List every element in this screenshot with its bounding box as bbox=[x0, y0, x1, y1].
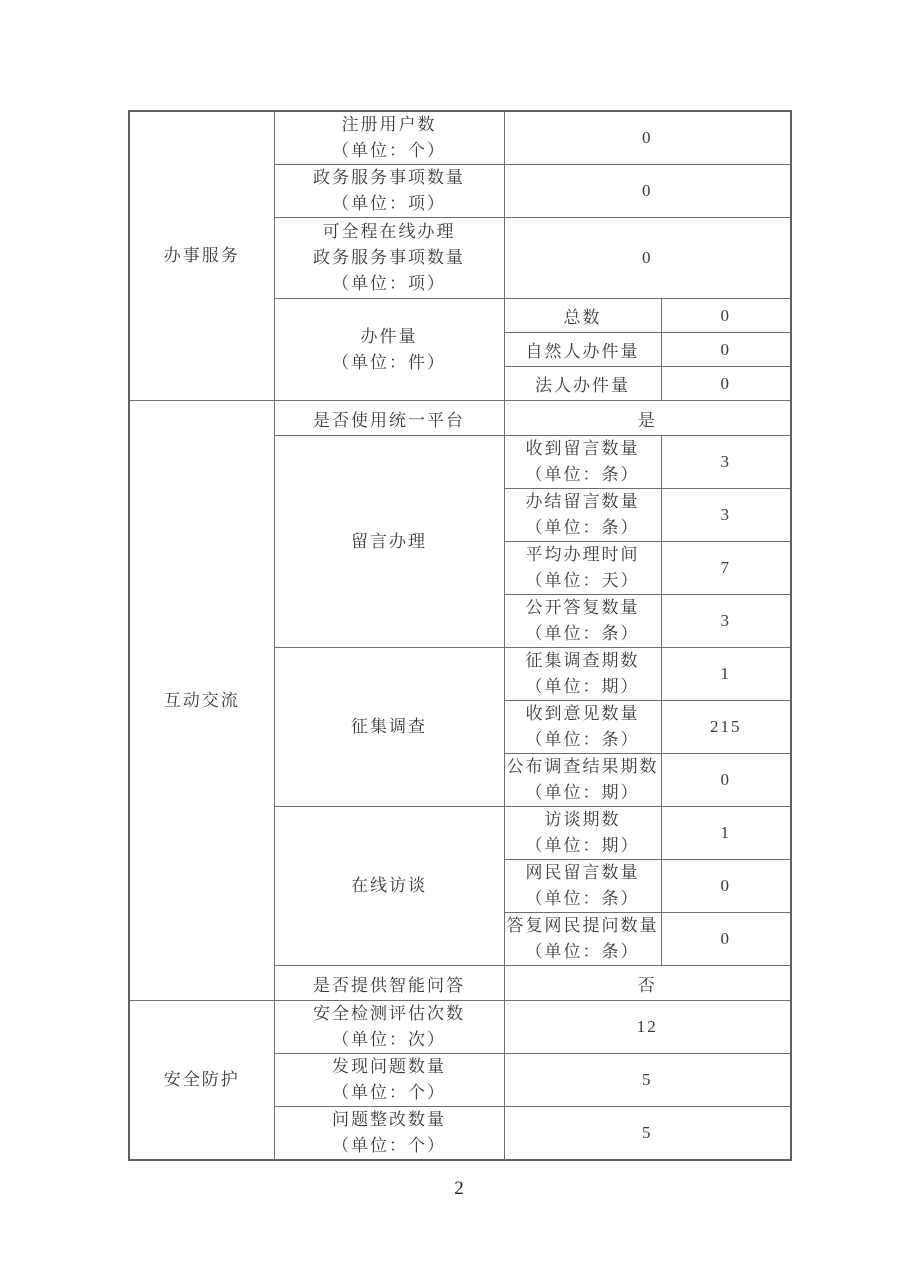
metric-label: 发现问题数量 bbox=[332, 1057, 446, 1076]
submetric-label: 公布调查结果期数 bbox=[506, 757, 659, 776]
submetric-value: 3 bbox=[661, 489, 791, 542]
metric-unit: （单位：次） bbox=[332, 1030, 446, 1049]
metric-label: 可全程在线办理 bbox=[322, 222, 456, 241]
submetric-label-cell bbox=[504, 489, 661, 542]
submetric-value: 0 bbox=[661, 913, 791, 966]
metric-label: 是否提供智能问答 bbox=[274, 966, 504, 1001]
metric-group-label: 征集调查 bbox=[351, 717, 427, 736]
page-number: 2 bbox=[454, 1178, 464, 1199]
metric-group-label-cell bbox=[274, 648, 504, 807]
submetric-unit: （单位：期） bbox=[525, 836, 640, 855]
metric-value: 0 bbox=[504, 111, 791, 165]
section-title: 办事服务 bbox=[163, 246, 240, 265]
table-row bbox=[129, 401, 791, 436]
metric-value: 0 bbox=[504, 165, 791, 218]
submetric-value: 0 bbox=[661, 860, 791, 913]
submetric-value: 3 bbox=[661, 436, 791, 489]
section-title-cell bbox=[129, 1001, 274, 1161]
metric-label: 安全检测评估次数 bbox=[313, 1004, 465, 1023]
submetric-label-cell bbox=[504, 436, 661, 489]
submetric-unit: （单位：天） bbox=[525, 571, 640, 590]
government-website-report-table bbox=[128, 110, 792, 1161]
submetric-unit: （单位：条） bbox=[525, 942, 640, 961]
metric-label-cell bbox=[274, 1054, 504, 1107]
metric-group-unit: （单位：件） bbox=[332, 352, 446, 372]
submetric-unit: （单位：条） bbox=[525, 518, 640, 537]
submetric-unit: （单位：期） bbox=[525, 783, 640, 802]
metric-label-cell bbox=[274, 1107, 504, 1161]
submetric-label-cell bbox=[504, 860, 661, 913]
submetric-unit: （单位：条） bbox=[525, 730, 640, 749]
table-row bbox=[129, 111, 791, 165]
submetric-value: 1 bbox=[661, 807, 791, 860]
metric-group-label: 在线访谈 bbox=[351, 876, 427, 895]
metric-label: 问题整改数量 bbox=[332, 1110, 446, 1129]
submetric-value: 0 bbox=[661, 299, 791, 333]
submetric-label: 办结留言数量 bbox=[525, 492, 640, 511]
submetric-label: 收到意见数量 bbox=[525, 704, 640, 723]
submetric-label-cell bbox=[504, 595, 661, 648]
submetric-label: 征集调查期数 bbox=[525, 651, 640, 670]
metric-value: 是 bbox=[504, 401, 791, 436]
metric-label-cell bbox=[274, 165, 504, 218]
section-title: 互动交流 bbox=[163, 690, 240, 710]
section-title: 安全防护 bbox=[163, 1070, 240, 1089]
submetric-label-cell bbox=[504, 754, 661, 807]
section-title-cell bbox=[129, 111, 274, 401]
submetric-label-cell bbox=[504, 913, 661, 966]
table-row bbox=[129, 1001, 791, 1054]
submetric-label-cell bbox=[504, 807, 661, 860]
metric-group-label: 留言办理 bbox=[351, 531, 427, 551]
metric-label-cell bbox=[274, 1001, 504, 1054]
submetric-label: 总数 bbox=[504, 299, 661, 333]
section-title-cell bbox=[129, 401, 274, 1001]
metric-unit: （单位：个） bbox=[332, 1136, 446, 1155]
metric-label: 政务服务事项数量 bbox=[313, 168, 465, 187]
metric-label-cell bbox=[274, 218, 504, 299]
metric-label-cell bbox=[274, 111, 504, 165]
submetric-value: 7 bbox=[661, 542, 791, 595]
submetric-label: 自然人办件量 bbox=[504, 333, 661, 367]
submetric-label: 网民留言数量 bbox=[525, 863, 640, 882]
metric-unit: （单位：个） bbox=[332, 1083, 446, 1102]
submetric-value: 0 bbox=[661, 367, 791, 401]
submetric-unit: （单位：条） bbox=[525, 889, 640, 908]
metric-group-label-cell bbox=[274, 807, 504, 966]
metric-value: 0 bbox=[504, 218, 791, 299]
metric-value: 5 bbox=[504, 1054, 791, 1107]
submetric-value: 0 bbox=[661, 333, 791, 367]
submetric-label: 公开答复数量 bbox=[525, 598, 640, 617]
metric-label: 政务服务事项数量 bbox=[313, 248, 465, 267]
submetric-value: 1 bbox=[661, 648, 791, 701]
submetric-value: 0 bbox=[661, 754, 791, 807]
metric-unit: （单位：项） bbox=[332, 274, 446, 293]
submetric-value: 3 bbox=[661, 595, 791, 648]
metric-group-label-cell bbox=[274, 299, 504, 401]
metric-unit: （单位：项） bbox=[332, 194, 446, 213]
submetric-label-cell bbox=[504, 648, 661, 701]
metric-unit: （单位：个） bbox=[332, 141, 446, 160]
submetric-label: 法人办件量 bbox=[504, 367, 661, 401]
metric-value: 12 bbox=[504, 1001, 791, 1054]
submetric-unit: （单位：期） bbox=[525, 677, 640, 696]
submetric-label-cell bbox=[504, 701, 661, 754]
metric-value: 否 bbox=[504, 966, 791, 1001]
submetric-label: 平均办理时间 bbox=[525, 545, 640, 564]
submetric-unit: （单位：条） bbox=[525, 465, 640, 484]
submetric-value: 215 bbox=[661, 701, 791, 754]
metric-label: 注册用户数 bbox=[341, 115, 437, 134]
metric-value: 5 bbox=[504, 1107, 791, 1161]
metric-group-label: 办件量 bbox=[360, 326, 418, 346]
submetric-label: 访谈期数 bbox=[544, 810, 621, 829]
metric-label: 是否使用统一平台 bbox=[274, 401, 504, 436]
metric-group-label-cell bbox=[274, 436, 504, 648]
submetric-label-cell bbox=[504, 542, 661, 595]
submetric-label: 答复网民提问数量 bbox=[506, 916, 659, 935]
submetric-unit: （单位：条） bbox=[525, 624, 640, 643]
submetric-label: 收到留言数量 bbox=[525, 439, 640, 458]
